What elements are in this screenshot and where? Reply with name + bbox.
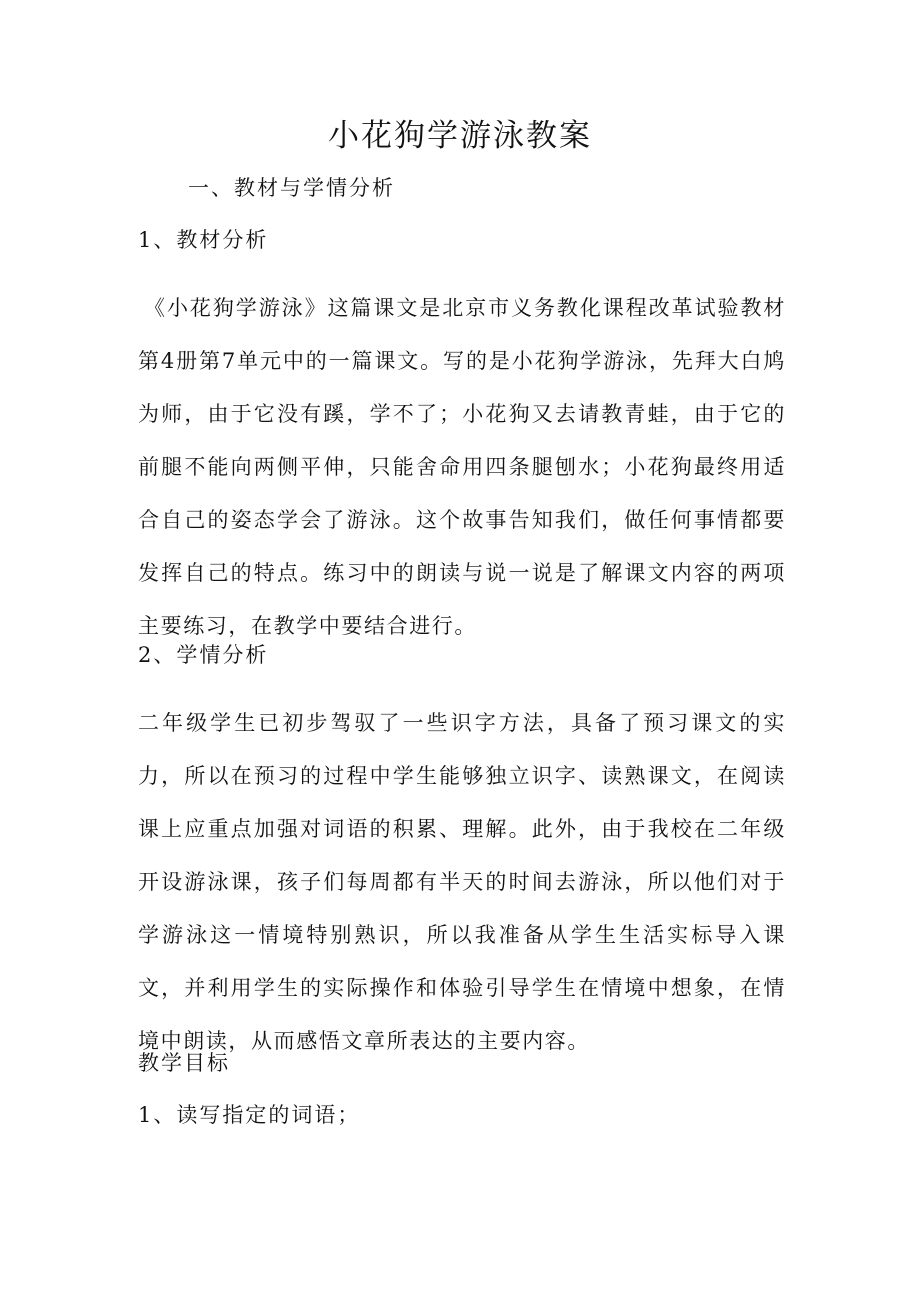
teaching-goals-heading: 教学目标 — [138, 1051, 230, 1075]
subsection-heading-students: 2、学情分析 — [138, 643, 269, 667]
subsection-heading-material: 1、教材分析 — [138, 228, 269, 252]
student-analysis-paragraph: 二年级学生已初步驾驭了一些识字方法，具备了预习课文的实力，所以在预习的过程中学生能够独立识字、读熟课文，在阅读课上应重点加强对词语的积累、理解。此外，由于我校在二年级开设游泳课，孩子们每周都有半天的时间去游泳，所以他们对于学游泳这一情境特别熟识，所以我准备从学生生活实标导入课文，并利用学生的实际操作和体验引导学生在情境中想象，在情境中朗读，从而感悟文章所表达的主要内容。 — [138, 711, 786, 1053]
teaching-goal-item: 1、读写指定的词语； — [138, 1103, 361, 1127]
document-title: 小花狗学游泳教案 — [328, 118, 592, 154]
material-analysis-paragraph: 《小花狗学游泳》这篇课文是北京市义务教化课程改革试验教材第4册第7单元中的一篇课文。写的是小花狗学游泳，先拜大白鸠为师，由于它没有蹊，学不了；小花狗又去请教青蛙，由于它的前腿不能向两侧平伸，只能舍命用四条腿刨水；小花狗最终用适合自己的姿态学会了游泳。这个故事告知我们，做任何事情都要发挥自己的特点。练习中的朗读与说一说是了解课文内容的两项主要练习，在教学中要结合进行。 — [138, 296, 786, 638]
section-heading-analysis: 一、教材与学情分析 — [188, 176, 395, 200]
